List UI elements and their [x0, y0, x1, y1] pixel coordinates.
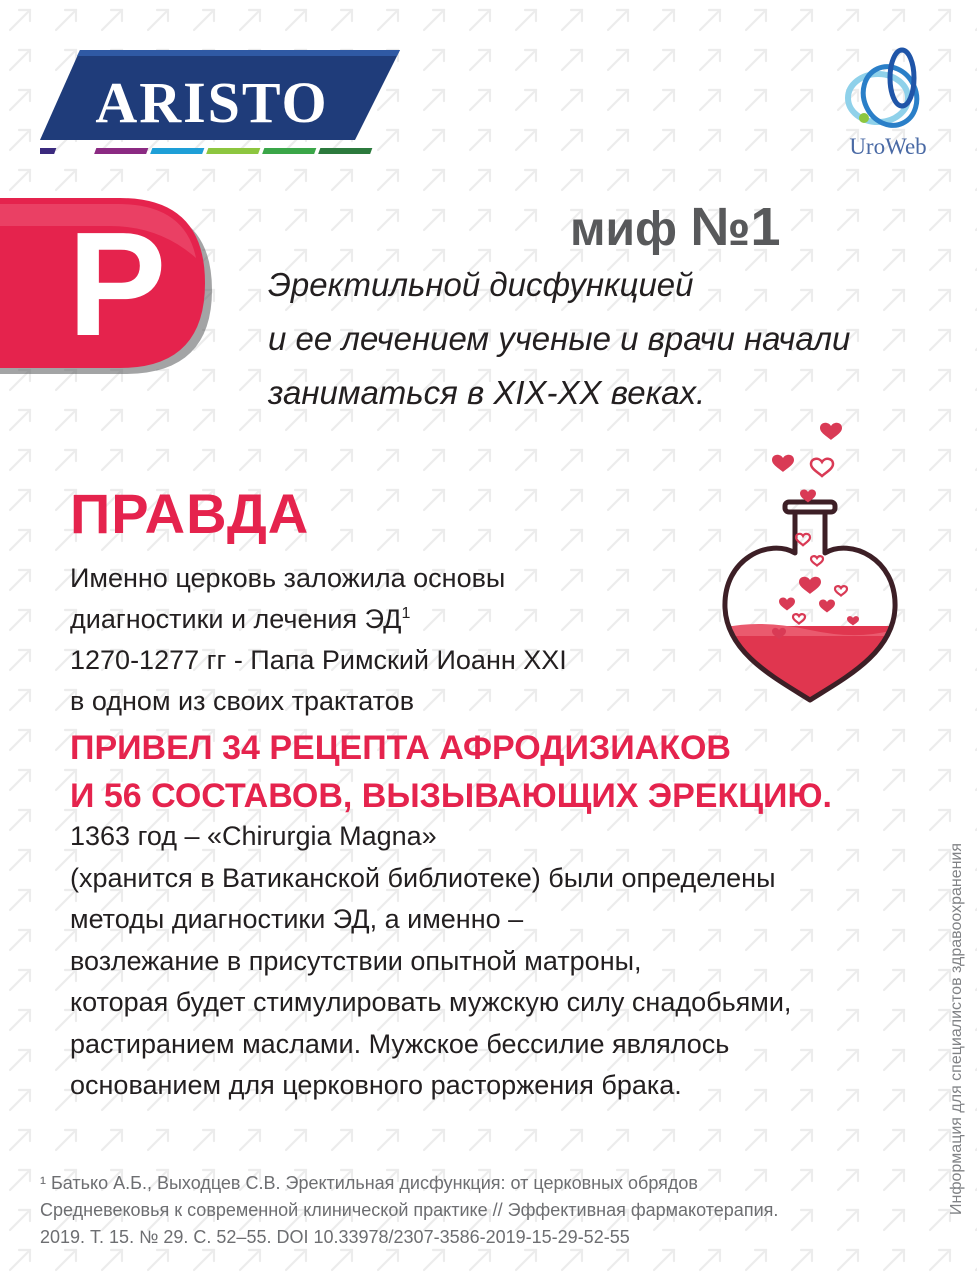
myth-line: и ее лечением ученые и врачи начали — [268, 320, 851, 357]
footnote-line: ¹ Батько А.Б., Выходцев С.В. Эректильная дисфункция: от церковных обрядов — [40, 1173, 698, 1193]
truth-body-line: (хранится в Ватиканской библиотеке) были определены — [70, 862, 776, 893]
truth-title: ПРАВДА — [70, 482, 310, 545]
truth-highlight-line: И 56 СОСТАВОВ, ВЫЗЫВАЮЩИХ ЭРЕКЦИЮ. — [70, 777, 832, 815]
uroweb-logo-text: UroWeb — [849, 134, 927, 159]
truth-body-line: растиранием маслами. Мужское бессилие являлось — [70, 1028, 730, 1059]
truth-body — [70, 816, 890, 1107]
truth-intro-line-with-footnote — [70, 599, 690, 640]
myth-title — [570, 198, 810, 256]
aristo-logo-text: ARISTO — [95, 70, 329, 135]
footnote — [40, 1170, 920, 1251]
footnote-line: 2019. Т. 15. № 29. С. 52–55. DOI 10.33978/2307-3586-2019-15-29-52-55 — [40, 1227, 630, 1247]
myth-number: №1 — [690, 197, 781, 257]
myth-label: миф — [570, 203, 678, 256]
truth-intro — [70, 558, 690, 722]
uroweb-logo-icon — [840, 38, 940, 133]
myth-statement — [268, 258, 958, 420]
footnote-mark: 1 — [401, 605, 411, 622]
truth-intro-line: Именно церковь заложила основы — [70, 563, 506, 593]
truth-highlight — [70, 724, 910, 820]
truth-body-line: методы диагностики ЭД, а именно – — [70, 904, 524, 934]
truth-intro-line: 1270-1277 гг - Папа Римский Иоанн XXI — [70, 645, 567, 675]
truth-intro-line: в одном из своих трактатов — [70, 686, 415, 716]
footnote-line: Средневековья к современной клинической практике // Эффективная фармакотерапия. — [40, 1200, 779, 1220]
myth-line: Эректильной дисфункцией — [268, 266, 694, 303]
p-badge-letter: P — [67, 202, 167, 367]
side-disclaimer: Информация для специалистов здравоохранения — [948, 842, 965, 1215]
truth-intro-line: диагностики и лечения ЭД — [70, 604, 402, 634]
truth-body-line: 1363 год – «Chirurgia Magna» — [70, 821, 437, 851]
truth-body-line: основанием для церковного расторжения брака. — [70, 1070, 682, 1100]
truth-body-line: которая будет стимулировать мужскую силу снадобьями, — [70, 987, 792, 1017]
truth-body-line: возлежание в присутствии опытной матроны, — [70, 945, 642, 976]
truth-highlight-line: ПРИВЕЛ 34 РЕЦЕПТА АФРОДИЗИАКОВ — [70, 729, 731, 767]
myth-line: заниматься в XIX-XX веках. — [268, 374, 706, 411]
potion-heart-flask-icon — [715, 418, 905, 718]
